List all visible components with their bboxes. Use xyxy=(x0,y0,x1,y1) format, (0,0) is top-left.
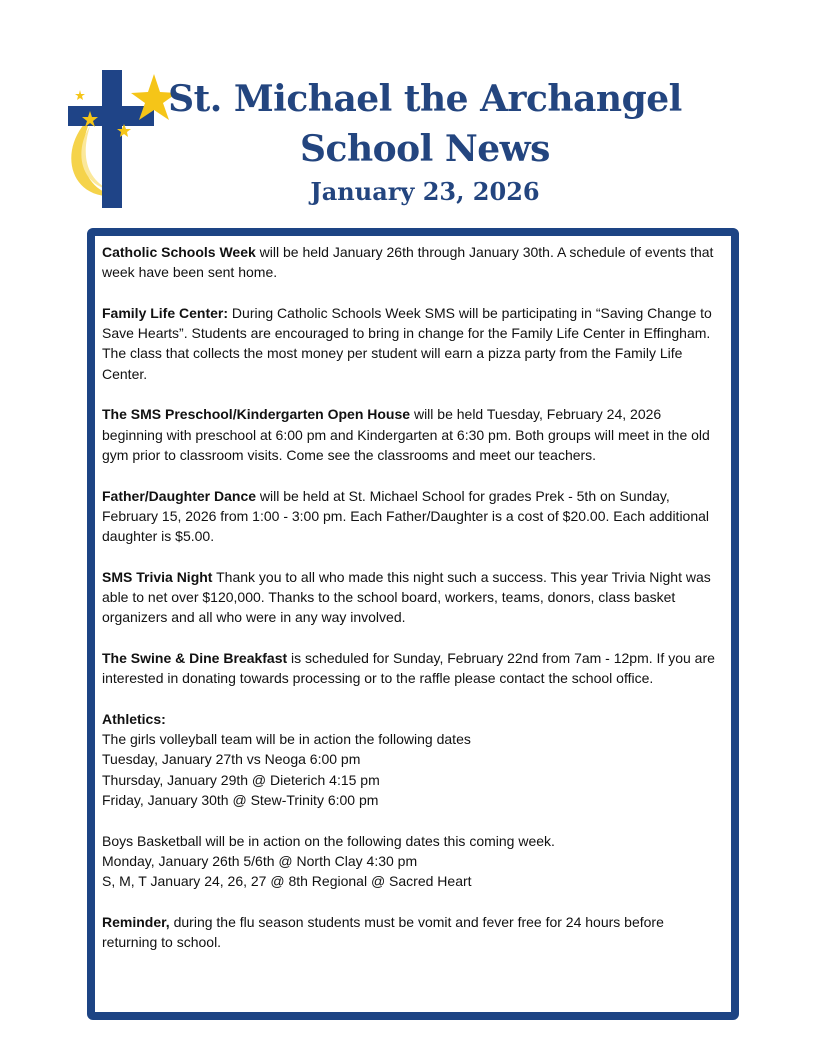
item-heading: Reminder, xyxy=(102,913,170,930)
item-heading: The Swine & Dine Breakfast xyxy=(102,649,288,666)
volleyball-date: Thursday, January 29th @ Dieterich 4:15 pm xyxy=(102,771,380,788)
volleyball-date: Tuesday, January 27th vs Neoga 6:00 pm xyxy=(102,751,361,768)
item-reminder xyxy=(102,912,722,953)
basketball-date: Monday, January 26th 5/6th @ North Clay 4:30 pm xyxy=(102,852,418,869)
item-text: will be held January 26th through January 30th. A schedule of events that week have been sent home. xyxy=(102,244,714,281)
item-heading: Father/Daughter Dance xyxy=(102,487,257,504)
item-text: will be held Tuesday, February 24, 2026 beginning with preschool at 6:00 pm and Kindergarten at 6:30 pm. Both groups will meet in the old gym prior to classroom visits. Come see the classrooms and meet our teachers. xyxy=(102,406,710,463)
item-text: During Catholic Schools Week SMS will be participating in “Saving Change to Save Hearts”. Students are encouraged to bring in change for the Family Life Center in Effingham. The class that collects the most money per student will earn a pizza party from the Family Life Center. xyxy=(102,304,712,382)
basketball-intro: Boys Basketball will be in action on the following dates this coming week. xyxy=(102,832,555,849)
item-trivia-night xyxy=(102,567,722,628)
item-heading: Family Life Center: xyxy=(102,304,229,321)
item-heading: Athletics: xyxy=(102,710,166,727)
item-basketball xyxy=(102,831,722,892)
item-text: during the flu season students must be vomit and fever free for 24 hours before returning to school. xyxy=(102,913,664,951)
newsletter-title: School News xyxy=(300,128,550,170)
item-open-house xyxy=(102,404,722,465)
item-swine-dine xyxy=(102,648,722,689)
newsletter-content xyxy=(102,242,722,973)
item-text: is scheduled for Sunday, February 22nd from 7am - 12pm. If you are interested in donating towards processing or to the raffle please contact the school office. xyxy=(102,649,715,687)
basketball-date: S, M, T January 24, 26, 27 @ 8th Regional @ Sacred Heart xyxy=(102,873,472,890)
item-athletics xyxy=(102,709,722,810)
volleyball-date: Friday, January 30th @ Stew-Trinity 6:00 pm xyxy=(102,792,379,809)
item-family-life-center xyxy=(102,303,722,384)
item-catholic-schools-week xyxy=(102,242,722,283)
item-heading: Catholic Schools Week xyxy=(102,244,256,260)
volleyball-intro: The girls volleyball team will be in action the following dates xyxy=(102,731,471,748)
cross-vertical xyxy=(102,70,122,208)
item-heading: The SMS Preschool/Kindergarten Open House xyxy=(102,406,411,423)
item-father-daughter-dance xyxy=(102,486,722,547)
item-text: will be held at St. Michael School for grades Prek - 5th on Sunday, February 15, 2026 from 1:00 - 3:00 pm. Each Father/Daughter is a cost of $20.00. Each additional daughter is $5.00. xyxy=(102,487,710,545)
small-star xyxy=(75,90,85,100)
school-name-title: St. Michael the Archangel xyxy=(168,78,682,120)
newsletter-date: January 23, 2026 xyxy=(310,177,540,206)
item-heading: SMS Trivia Night xyxy=(102,568,213,585)
item-text: Thank you to all who made this night such a success. This year Trivia Night was able to net over $120,000. Thanks to the school board, workers, teams, donors, class basket organizers and all who were in any way involved. xyxy=(102,568,711,626)
